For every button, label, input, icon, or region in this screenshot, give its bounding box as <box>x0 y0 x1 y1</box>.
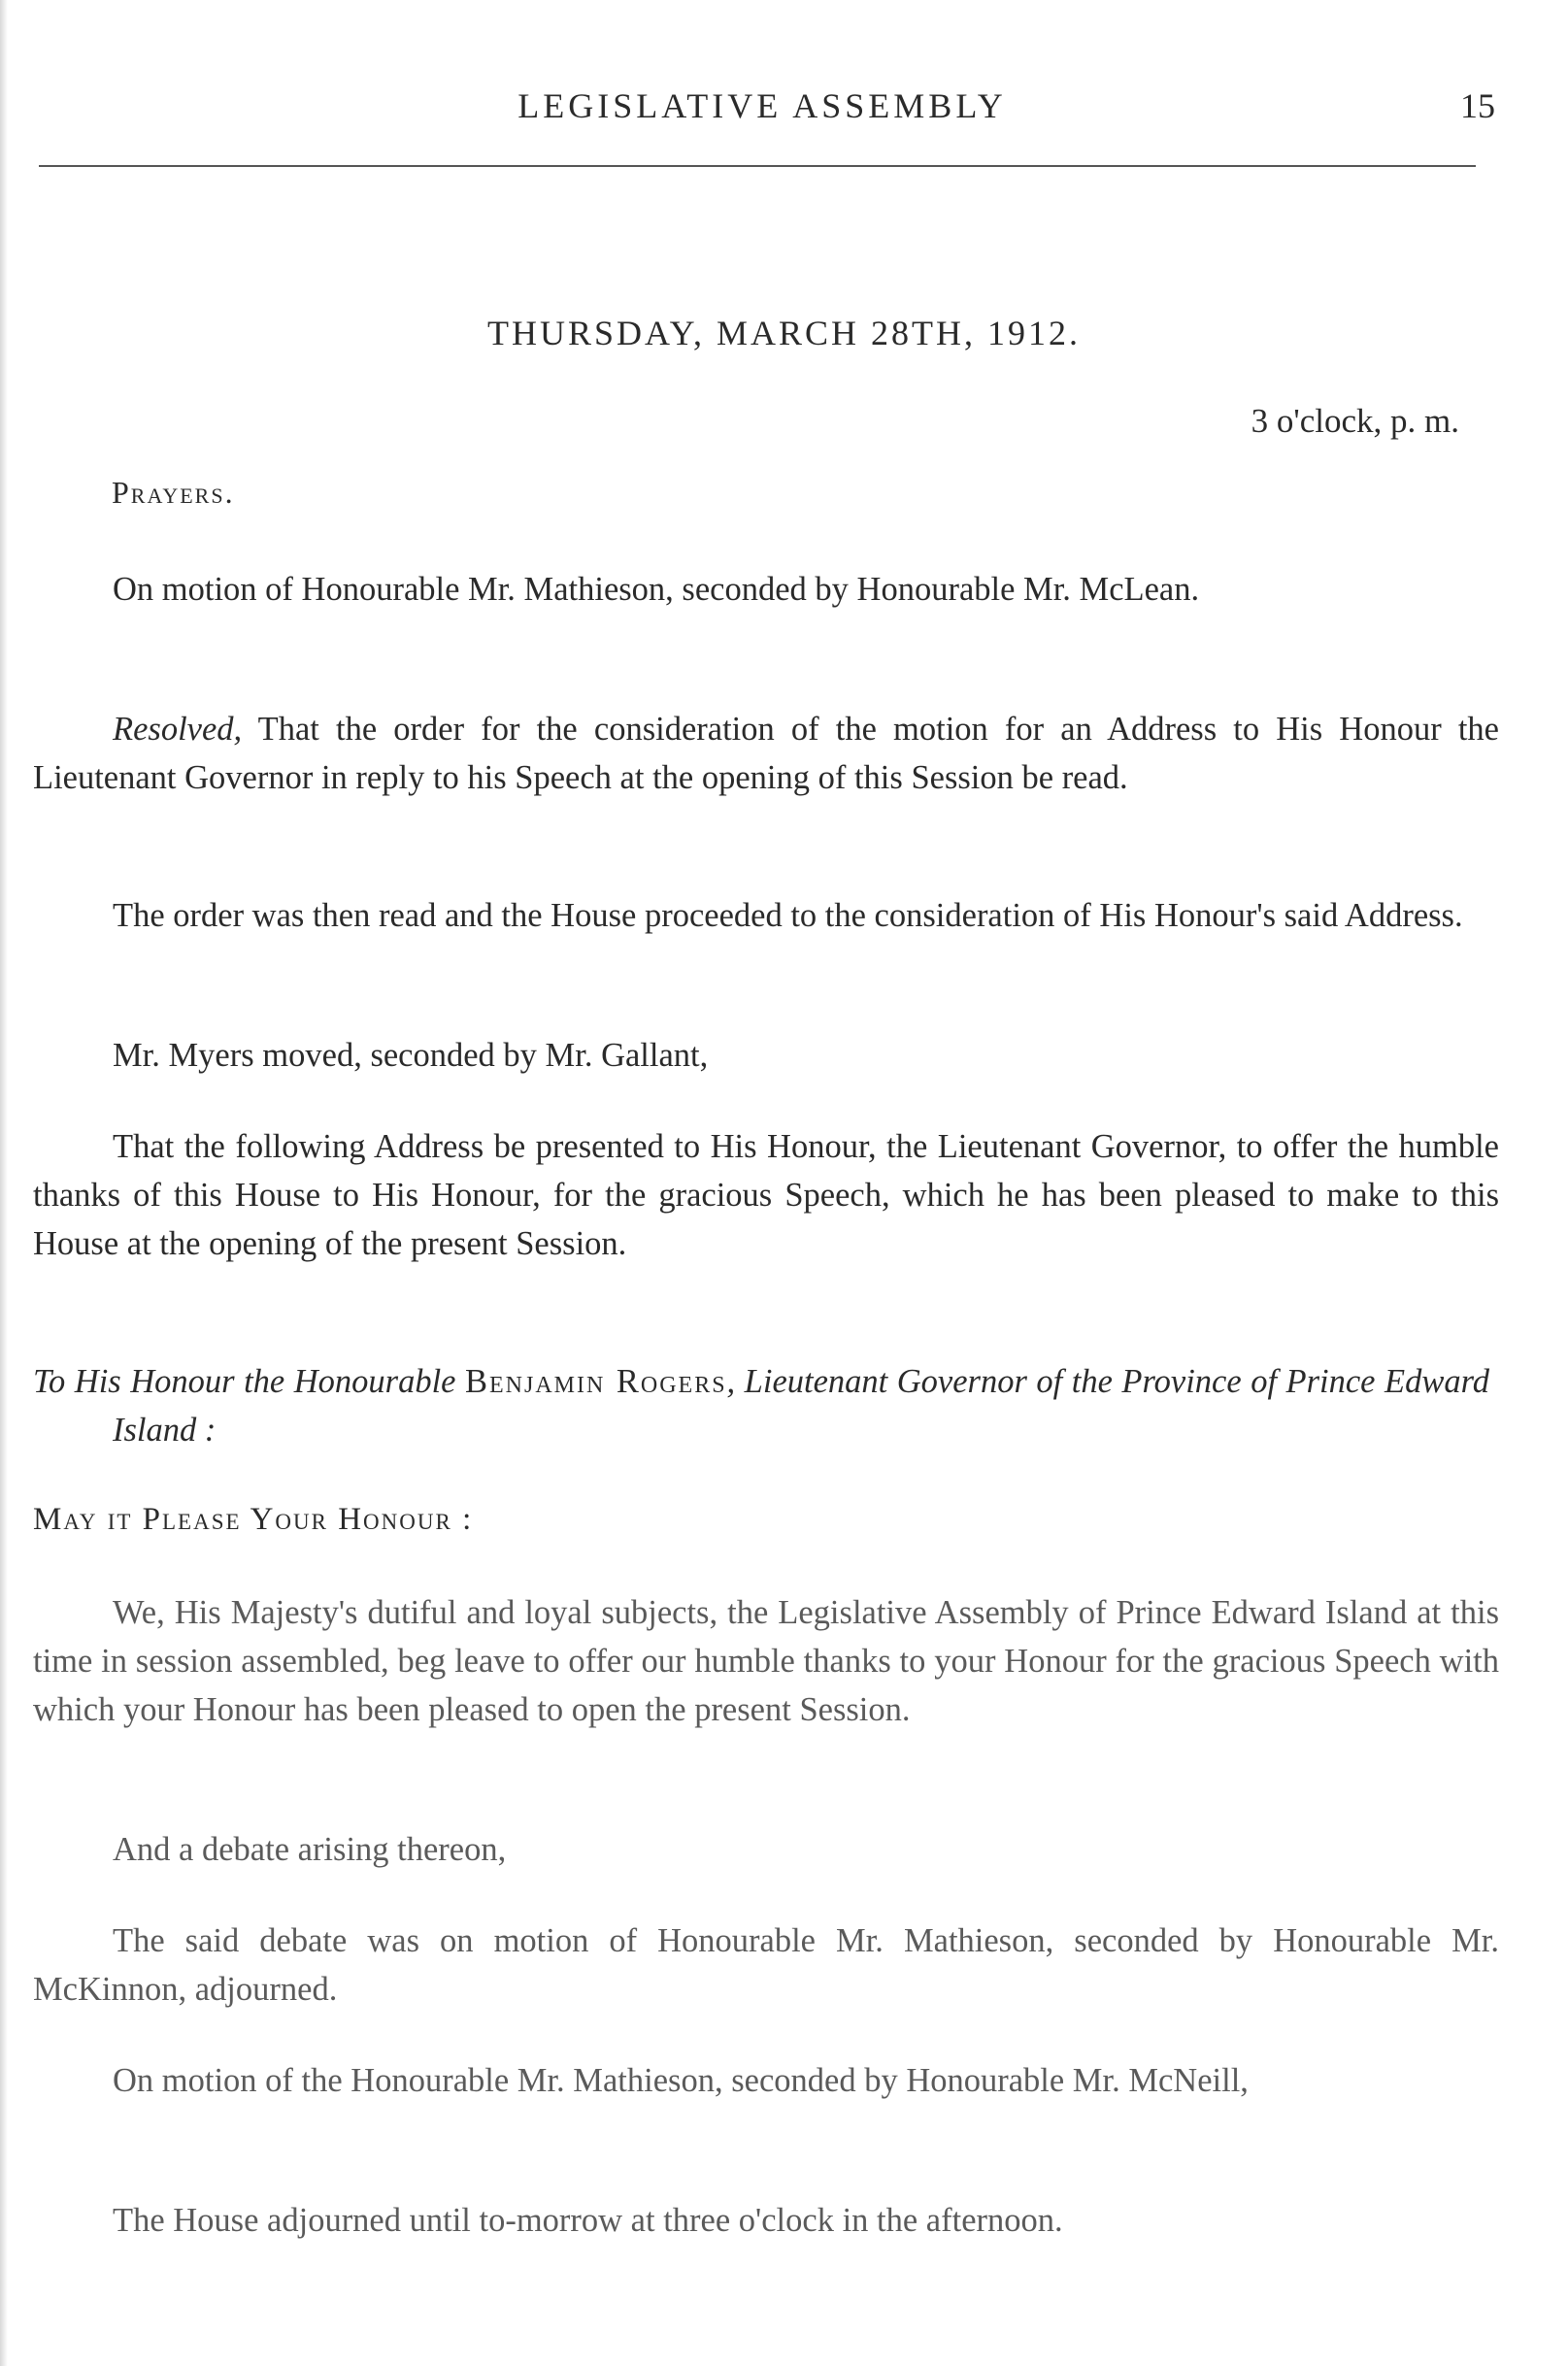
resolved-label: Resolved, <box>113 711 243 748</box>
paragraph-myers-moved: Mr. Myers moved, seconded by Mr. Gallant, <box>113 1037 709 1074</box>
page-edge-shadow <box>0 0 8 2366</box>
prayers-heading: Prayers. <box>112 475 235 510</box>
address-heading <box>33 1357 1489 1454</box>
session-time: 3 o'clock, p. m. <box>1251 402 1459 440</box>
address-name: Benjamin Rogers <box>465 1363 727 1400</box>
paragraph-debate-adjourned: The said debate was on motion of Honourable Mr. Mathieson, seconded by Honourable Mr. McKinnon, adjourned. <box>33 1922 1499 2008</box>
paragraph-debate-arising: And a debate arising thereon, <box>113 1831 507 1868</box>
paragraph-address-text: We, His Majesty's dutiful and loyal subjects, the Legislative Assembly of Prince Edward Island at this time in session assembled, beg leave to offer our humble thanks to your Honour for the gracious Speech with which your Honour has been pleased to open the present Session. <box>33 1594 1499 1728</box>
paragraph-motion-1: On motion of Honourable Mr. Mathieson, seconded by Honourable Mr. McLean. <box>113 571 1200 608</box>
resolved-text: That the order for the consideration of the motion for an Address to His Honour the Lieutenant Governor in reply to his Speech at the opening of this Session be read. <box>33 711 1499 796</box>
header-rule <box>39 165 1476 167</box>
salutation: May it Please Your Honour : <box>33 1502 474 1537</box>
paragraph-resolved <box>33 705 1499 802</box>
page-number: 15 <box>1460 86 1495 125</box>
paragraph-order-read: The order was then read and the House proceeded to the consideration of His Honour's said Address. <box>113 897 1463 934</box>
paragraph-address-motion: That the following Address be presented to His Honour, the Lieutenant Governor, to offer the humble thanks of this House to His Honour, for the gracious Speech, which he has been pleased to make to this House at the opening of the present Session. <box>33 1128 1499 1262</box>
address-heading-b: , Lieutenant Governor of the Province of Prince Edward Island : <box>113 1363 1489 1449</box>
paragraph-house-adjourned: The House adjourned until to-morrow at three o'clock in the afternoon. <box>113 2202 1063 2239</box>
session-date: THURSDAY, MARCH 28TH, 1912. <box>486 314 1082 352</box>
running-title: LEGISLATIVE ASSEMBLY <box>517 86 1007 125</box>
address-heading-a: To His Honour the Honourable <box>33 1363 465 1400</box>
paragraph-motion-2: On motion of the Honourable Mr. Mathieson, seconded by Honourable Mr. McNeill, <box>113 2062 1249 2099</box>
running-head <box>29 85 1495 134</box>
